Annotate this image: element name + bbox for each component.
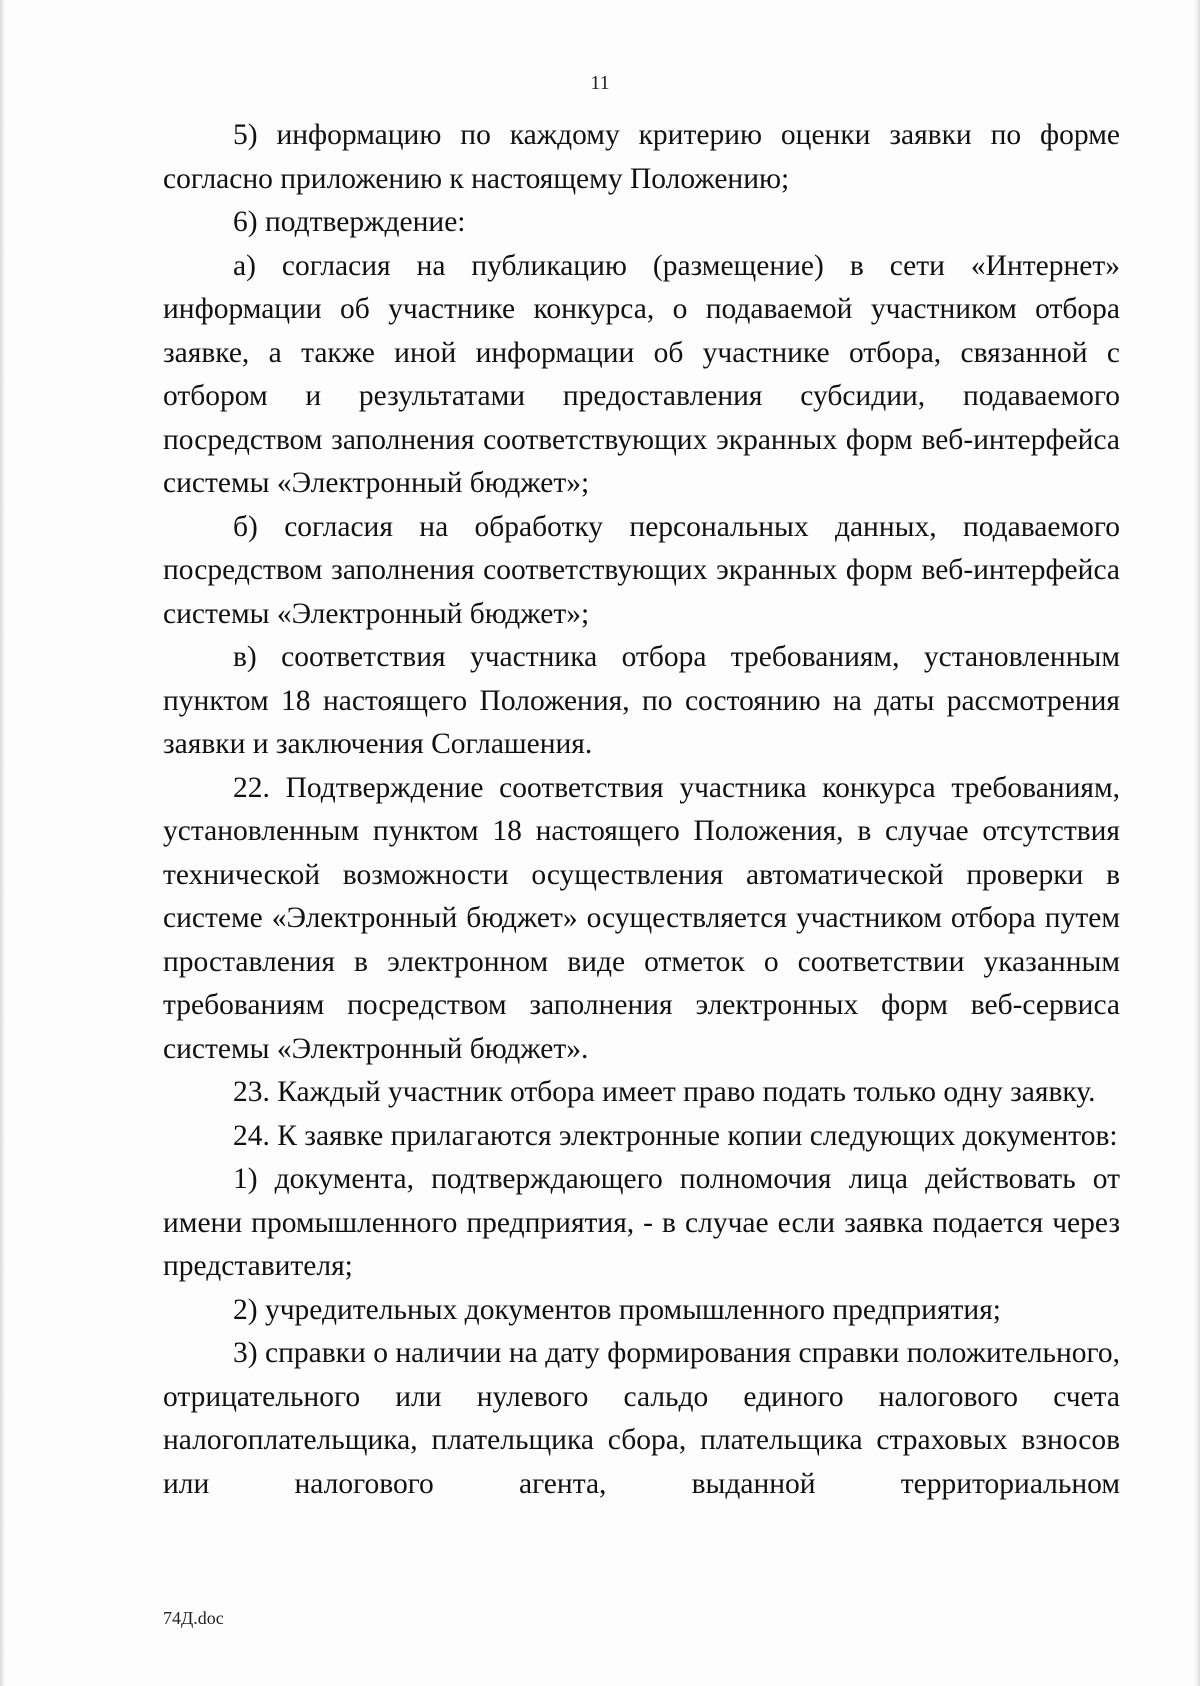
paragraph-attachment-3: 3) справки о наличии на дату формирования справки положительного, отрицательного или нулевого сальдо единого налогового счета налогоплательщика, плательщика сбора, плательщика страховых взносов или налогового агента, выданной территориальном [163,1337,1120,1500]
scan-edge-left [0,0,6,1686]
paragraph-item-6: 6) подтверждение: [233,206,466,238]
document-body [163,114,1120,1506]
paragraph-clause-22: 22. Подтверждение соответствия участника конкурса требованиям, установленным пунктом 18 настоящего Положения, в случае отсутствия технической возможности осуществления автоматической проверки в системе «Электронный бюджет» осуществляется участником отбора путем проставления в электронном виде отметок о соответствии указанным требованиям посредством заполнения электронных форм веб-сервиса системы «Электронный бюджет». [163,771,1120,1065]
paragraph-subitem-a: а) согласия на публикацию (размещение) в сети «Интернет» информации об участнике конкурса, о подаваемой участником отбора заявке, а также иной информации об участнике отбора, связанной с отбором и результатами предоставления субсидии, подаваемого посредством заполнения соответствующих экранных форм веб-интерфейса системы «Электронный бюджет»; [163,249,1120,499]
paragraph-subitem-b: б) согласия на обработку персональных данных, подаваемого посредством заполнения соответствующих экранных форм веб-интерфейса системы «Электронный бюджет»; [163,510,1120,630]
paragraph-subitem-v: в) соответствия участника отбора требованиям, установленным пунктом 18 настоящего Положения, по состоянию на даты рассмотрения заявки и заключения Соглашения. [163,641,1120,760]
page-number: 11 [590,72,610,94]
paragraph-clause-23: 23. Каждый участник отбора имеет право подать только одну заявку. [233,1076,1096,1108]
paragraph-attachment-2: 2) учредительных документов промышленного предприятия; [233,1293,1001,1326]
scan-edge-right [1194,0,1200,1686]
paragraph-clause-24: 24. К заявке прилагаются электронные копии следующих документов: [233,1119,1118,1152]
paragraph-attachment-1: 1) документа, подтверждающего полномочия лица действовать от имени промышленного предприятия, - в случае если заявка подается через представителя; [163,1163,1120,1282]
paragraph-item-5: 5) информацию по каждому критерию оценки заявки по форме согласно приложению к настоящему Положению; [163,119,1120,195]
document-filename: 74Д.doc [163,1608,224,1628]
